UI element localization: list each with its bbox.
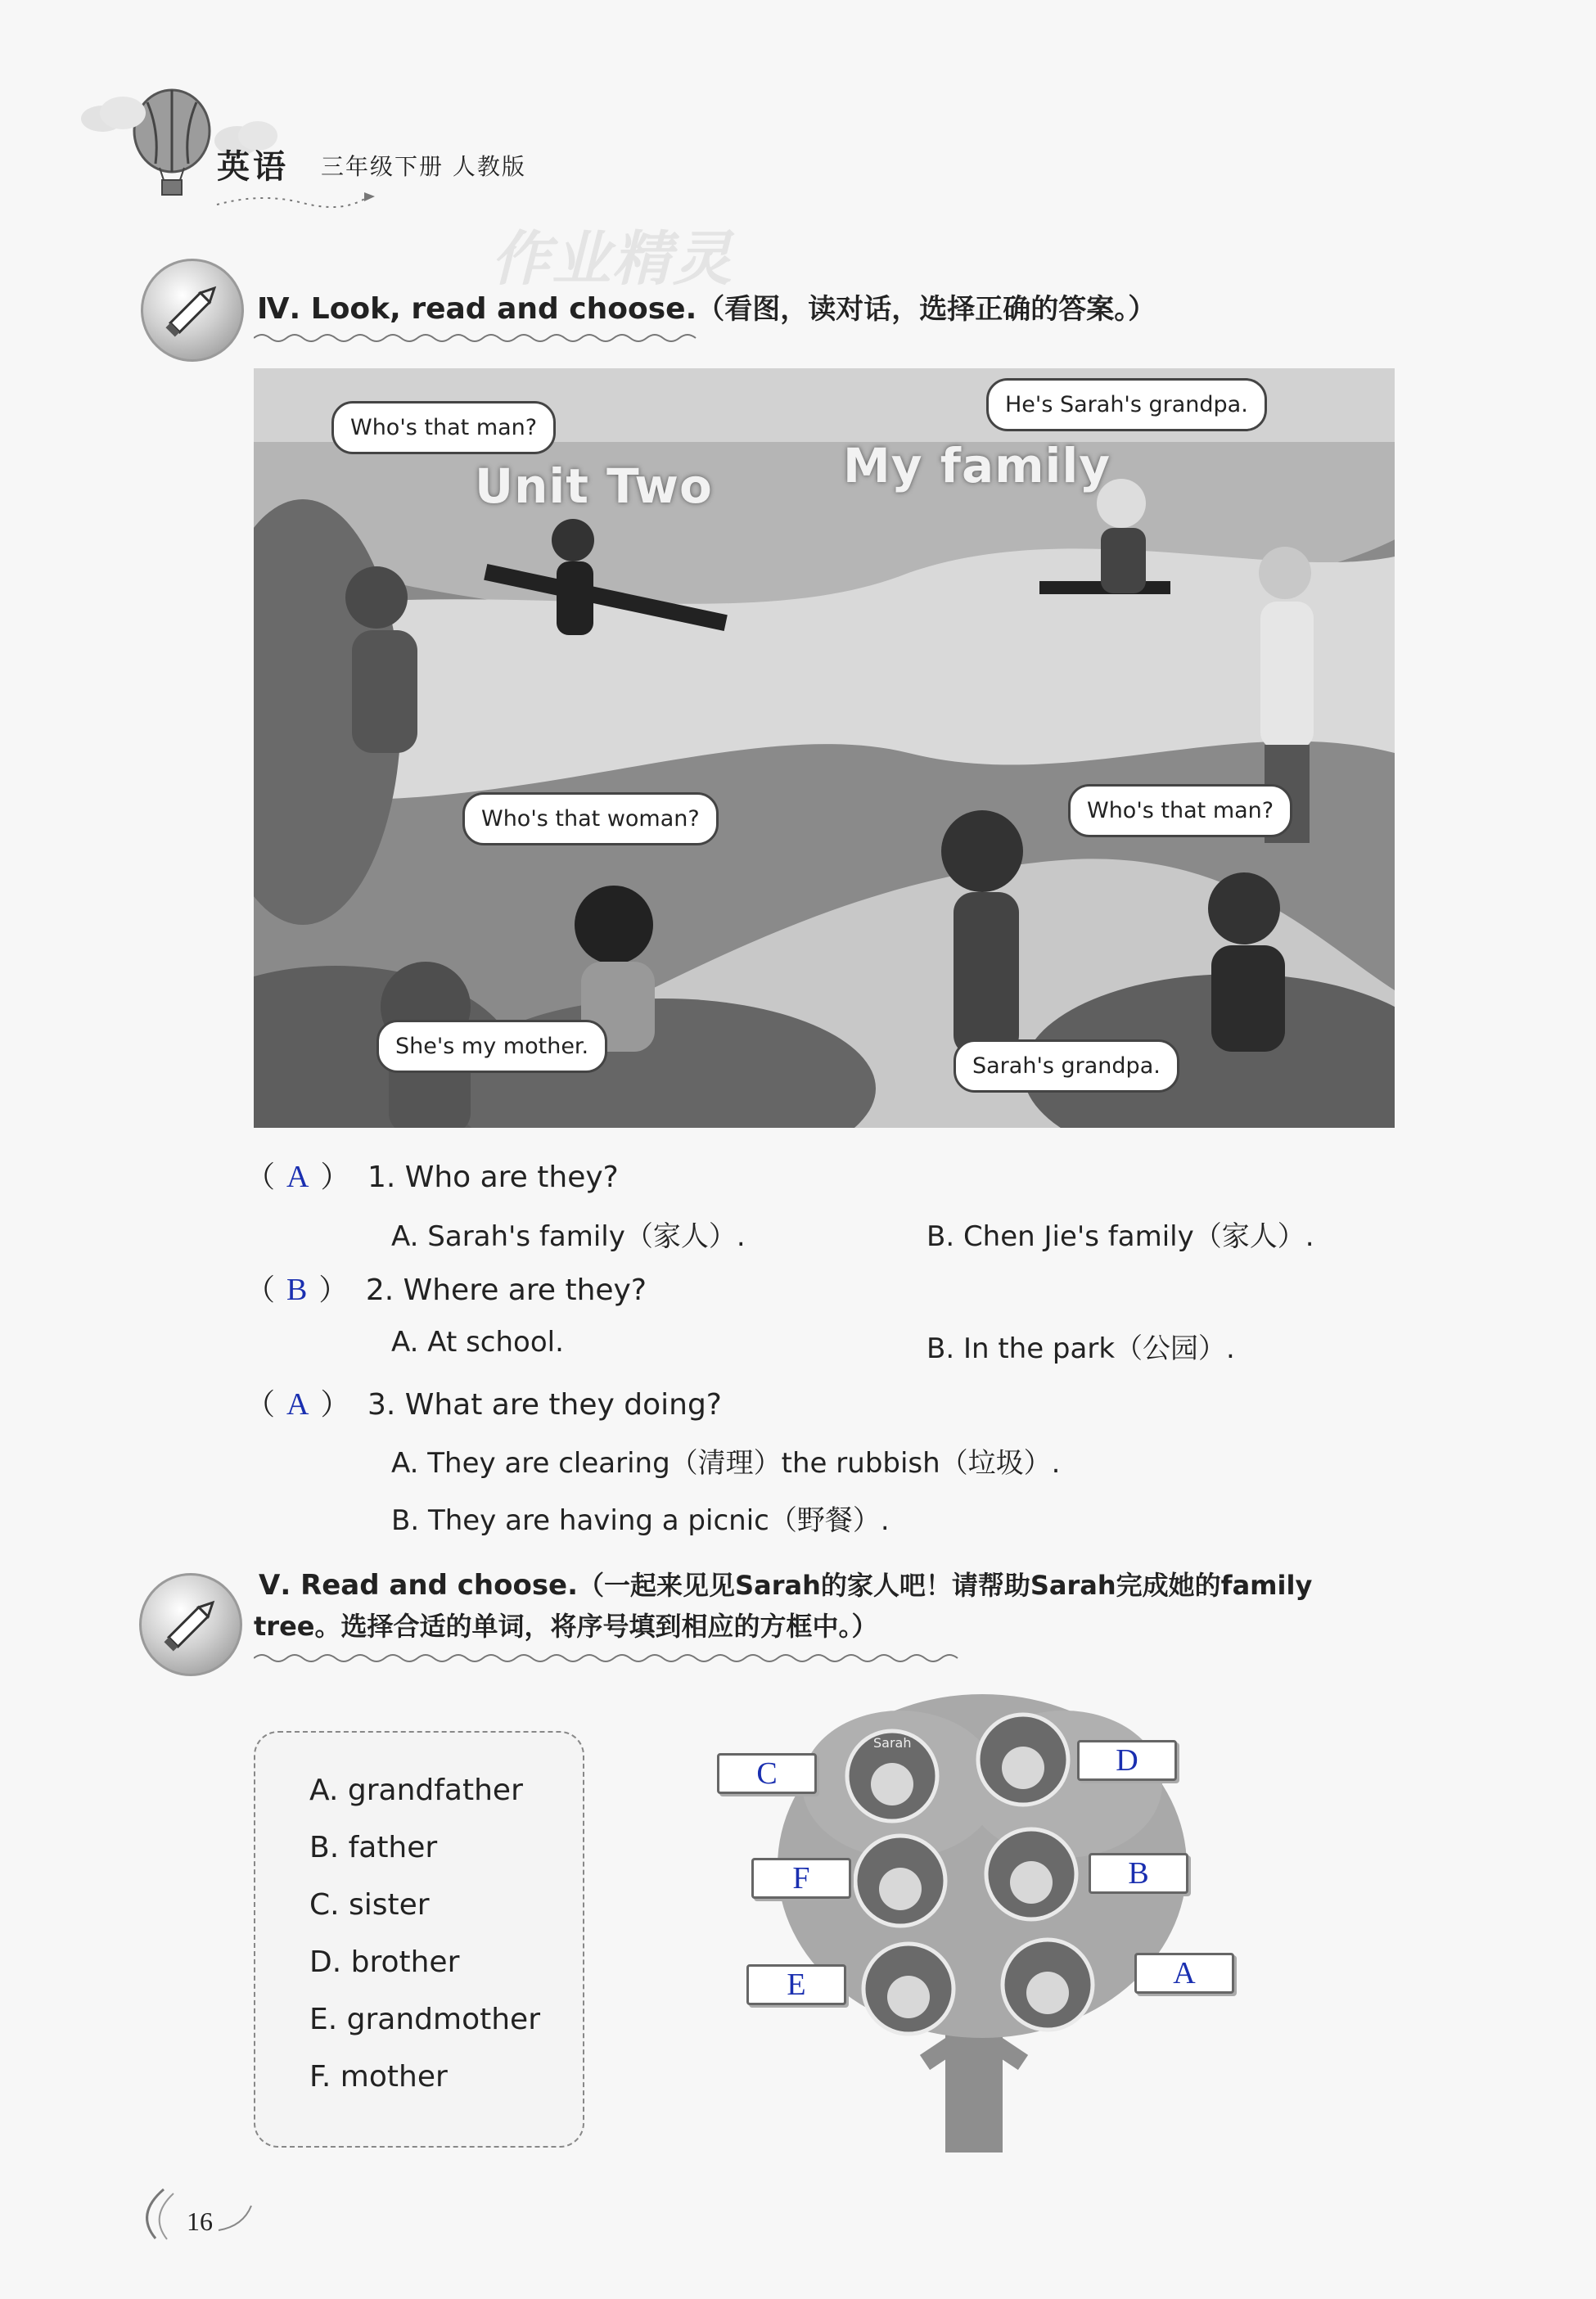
option-3a: A. They are clearing（清理）the rubbish（垃圾）. — [391, 1447, 1061, 1480]
tree-answer-slot[interactable]: F — [751, 1858, 851, 1899]
wavy-underline — [254, 1652, 970, 1665]
answer-2[interactable]: B — [286, 1273, 308, 1307]
speech-bubble: He's Sarah's grandpa. — [986, 378, 1267, 431]
page-number-swoosh — [214, 2202, 255, 2234]
park-scene — [254, 368, 1395, 1128]
section4-title: Ⅳ. Look, read and choose.（看图，读对话，选择正确的答案。） — [257, 292, 1156, 326]
answer-1[interactable]: A — [286, 1160, 309, 1194]
word-option: F. mother — [309, 2060, 448, 2094]
speech-bubble: Sarah's grandpa. — [954, 1039, 1179, 1093]
speech-bubble: Who's that woman? — [462, 792, 719, 845]
dotted-flourish — [213, 188, 376, 213]
word-choice-box — [254, 1731, 584, 2148]
question-3: （ A ） 3. What are they doing? — [246, 1387, 722, 1422]
tree-answer-slot[interactable]: D — [1077, 1740, 1177, 1781]
word-option: A. grandfather — [309, 1774, 523, 1807]
word-option: D. brother — [309, 1945, 460, 1979]
subject-title: 英语 — [217, 148, 289, 186]
watermark-stamp: 作业精灵 — [491, 224, 734, 293]
option-2a: A. At school. — [391, 1326, 564, 1359]
option-2b: B. In the park（公园）. — [926, 1332, 1235, 1365]
grade-edition: 三年级下册 人教版 — [321, 153, 526, 180]
answer-3[interactable]: A — [286, 1387, 309, 1422]
speech-bubble: She's my mother. — [376, 1020, 607, 1073]
word-option: E. grandmother — [309, 2003, 540, 2036]
question-2: （ B ） 2. Where are they? — [246, 1273, 647, 1307]
word-option: C. sister — [309, 1888, 430, 1922]
pencil-icon — [139, 1573, 242, 1676]
word-option: B. father — [309, 1831, 438, 1864]
question-1: （ A ） 1. Who are they? — [246, 1160, 619, 1194]
tree-answer-slot[interactable]: C — [717, 1753, 817, 1794]
speech-bubble: Who's that man? — [1068, 784, 1292, 837]
page-corner-flourish — [131, 2185, 180, 2243]
section5-instruction: tree。选择合适的单词，将序号填到相应的方框中。） — [254, 1611, 878, 1642]
family-picnic-illustration — [254, 368, 1395, 1128]
section5-title: Ⅴ. Read and choose.（一起来见见Sarah的家人吧！请帮助Sarah完成她的family — [259, 1569, 1313, 1602]
cloud-icon — [78, 90, 151, 135]
unit-title: Unit Two — [475, 458, 713, 514]
tree-answer-slot[interactable]: B — [1089, 1853, 1188, 1894]
unit-topic: My family — [843, 438, 1111, 494]
option-1a: A. Sarah's family（家人）. — [391, 1220, 746, 1253]
speech-bubble: Who's that man? — [331, 401, 556, 454]
wavy-underline — [254, 331, 700, 345]
tree-answer-slot[interactable]: E — [746, 1964, 846, 2005]
page-number: 16 — [187, 2207, 213, 2236]
option-1b: B. Chen Jie's family（家人）. — [926, 1220, 1314, 1253]
sarah-label: Sarah — [873, 1735, 912, 1751]
tree-answer-slot[interactable]: A — [1134, 1953, 1234, 1994]
option-3b: B. They are having a picnic（野餐）. — [391, 1504, 890, 1537]
pencil-icon — [141, 259, 244, 362]
